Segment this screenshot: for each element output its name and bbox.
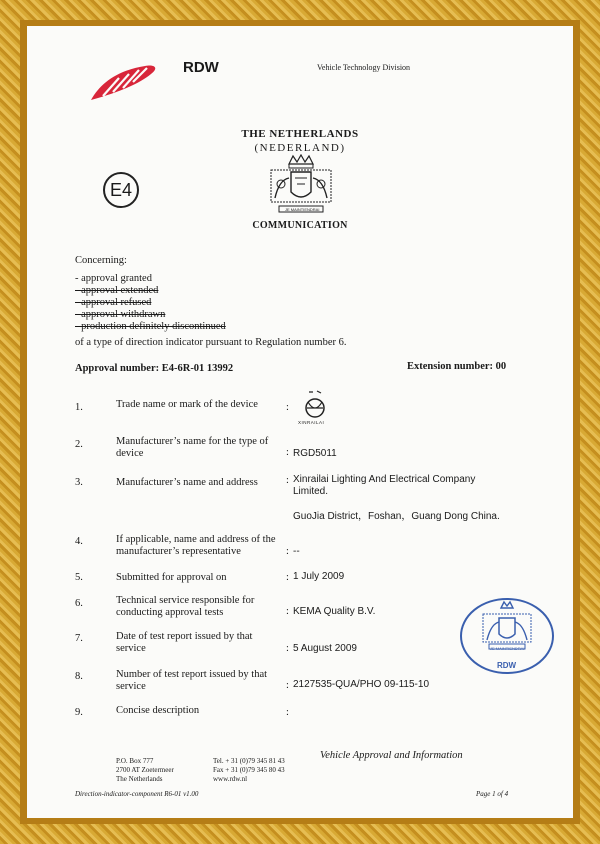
e4-mark: E4	[103, 172, 139, 208]
footer-address-line: P.O. Box 777	[116, 757, 154, 765]
row-number: 2.	[75, 439, 83, 450]
row-number: 8.	[75, 671, 83, 682]
row-value-address: GuoJia District，Foshan，Guang Dong China.	[293, 511, 500, 522]
extension-number: Extension number: 00	[407, 361, 507, 372]
footer-contact-line: Tel. + 31 (0)79 345 81 43	[213, 757, 285, 765]
brand-name: RDW	[183, 59, 219, 76]
row-label: If applicable, name and address of the manufacturer’s representative	[116, 534, 276, 557]
approval-number: Approval number: E4-6R-01 13992	[75, 363, 234, 374]
concerning-item: - approval refused	[75, 297, 152, 308]
concerning-list	[75, 273, 226, 333]
concerning-item: - approval granted	[75, 273, 152, 284]
row-colon: :	[286, 643, 289, 654]
rdw-logo-icon	[89, 64, 159, 102]
row-value: RGD5011	[293, 448, 337, 459]
concerning-item: - approval withdrawn	[75, 309, 166, 320]
row-label: Concise description	[116, 705, 200, 716]
row-label: Number of test report issued by that service	[116, 669, 268, 692]
form-code: Direction-indicator-component R6-01 v1.00	[75, 790, 199, 798]
row-label: Date of test report issued by that service	[116, 631, 253, 654]
row-colon: :	[286, 680, 289, 691]
country-local-title: (NEDERLAND)	[254, 142, 346, 154]
footer-address-line: 2700 AT Zoetermeer	[116, 766, 174, 774]
row-label: Trade name or mark of the device	[116, 399, 258, 410]
trademark-text: XINRAILAI	[298, 420, 325, 425]
document-title: COMMUNICATION	[252, 220, 348, 231]
row-value: 1 July 2009	[293, 571, 345, 582]
row-number: 4.	[75, 536, 83, 547]
division-label: Vehicle Technology Division	[317, 63, 411, 72]
country-title: THE NETHERLANDS	[241, 128, 359, 140]
row-value: KEMA Quality B.V.	[293, 606, 376, 617]
row-number: 9.	[75, 707, 83, 718]
row-number: 5.	[75, 572, 83, 583]
footer-address	[116, 757, 174, 784]
row-label: Technical service responsible for conducting approval tests	[116, 595, 255, 618]
row-label: Submitted for approval on	[116, 572, 227, 583]
footer-contact	[213, 757, 285, 784]
row-value: 5 August 2009	[293, 643, 357, 654]
row-colon: :	[286, 707, 289, 718]
coat-motto: JE MAINTIENDRAI	[285, 207, 320, 212]
row-value: --	[293, 546, 300, 557]
concerning-heading: Concerning:	[75, 255, 127, 266]
row-label: Manufacturer’s name for the type of device	[116, 436, 269, 459]
row-number: 6.	[75, 598, 83, 609]
row-value: Xinrailai Lighting And Electrical Company Limited.	[293, 474, 476, 497]
row-colon: :	[286, 475, 289, 486]
row-colon: :	[286, 402, 289, 413]
footer-contact-line: www.rdw.nl	[213, 775, 248, 783]
page-indicator: Page 1 of 4	[476, 790, 509, 798]
row-colon: :	[286, 447, 289, 458]
row-number: 3.	[75, 477, 83, 488]
stamp-text: RDW	[497, 661, 517, 670]
footer-contact-line: Fax + 31 (0)79 345 80 43	[213, 766, 285, 774]
row-colon: :	[286, 606, 289, 617]
footer-division: Vehicle Approval and Information	[320, 750, 463, 761]
row-label: Manufacturer’s name and address	[116, 477, 258, 488]
concerning-item: - approval extended	[75, 285, 159, 296]
row-colon: :	[286, 546, 289, 557]
certificate-page	[27, 26, 573, 818]
concerning-item: - production definitely discontinued	[75, 321, 226, 332]
row-number: 1.	[75, 402, 83, 413]
row-value: 2127535-QUA/PHO 09-115-10	[293, 679, 430, 690]
regulation-statement: of a type of direction indicator pursuant to Regulation number 6.	[75, 337, 347, 348]
stamp-motto: JE MAINTIENDRAI	[490, 646, 525, 651]
row-colon: :	[286, 572, 289, 583]
row-number: 7.	[75, 633, 83, 644]
footer-address-line: The Netherlands	[116, 775, 163, 783]
